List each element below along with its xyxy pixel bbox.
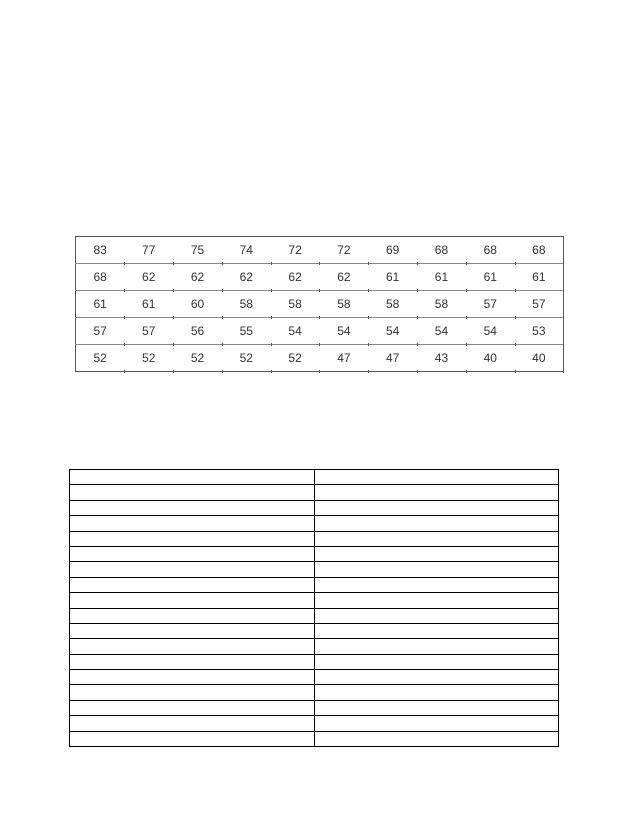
tally-row (70, 623, 559, 638)
tally-cell-right (314, 516, 559, 531)
tally-cell-right (314, 623, 559, 638)
score-cell: 52 (222, 345, 271, 372)
scores-table-body (76, 237, 564, 372)
tally-cell-right (314, 531, 559, 546)
tally-cell-left (70, 470, 315, 485)
score-cell: 74 (222, 237, 271, 264)
score-cell: 40 (515, 345, 564, 372)
score-cell: 58 (271, 291, 320, 318)
tally-cell-right (314, 593, 559, 608)
tally-cell-right (314, 546, 559, 561)
tally-cell-left (70, 485, 315, 500)
score-cell: 68 (515, 237, 564, 264)
score-cell: 55 (222, 318, 271, 345)
score-cell: 62 (222, 264, 271, 291)
tally-row (70, 485, 559, 500)
score-cell: 68 (417, 237, 466, 264)
tally-cell-right (314, 700, 559, 715)
tally-cell-left (70, 670, 315, 685)
score-cell: 61 (76, 291, 125, 318)
blank-tally-table (69, 469, 559, 747)
score-cell: 62 (124, 264, 173, 291)
score-cell: 56 (173, 318, 222, 345)
tally-row (70, 670, 559, 685)
score-cell: 53 (515, 318, 564, 345)
tally-cell-left (70, 516, 315, 531)
score-cell: 61 (124, 291, 173, 318)
tally-cell-right (314, 608, 559, 623)
tally-row (70, 546, 559, 561)
tally-cell-left (70, 731, 315, 746)
score-cell: 75 (173, 237, 222, 264)
scores-row (76, 318, 564, 345)
score-cell: 47 (319, 345, 368, 372)
score-cell: 57 (124, 318, 173, 345)
tally-cell-right (314, 500, 559, 515)
scores-row (76, 237, 564, 264)
score-cell: 58 (417, 291, 466, 318)
tally-cell-left (70, 716, 315, 731)
tally-row (70, 531, 559, 546)
tally-cell-right (314, 485, 559, 500)
score-cell: 58 (222, 291, 271, 318)
score-cell: 47 (368, 345, 417, 372)
score-cell: 69 (368, 237, 417, 264)
score-cell: 68 (76, 264, 125, 291)
tally-row (70, 685, 559, 700)
score-cell: 43 (417, 345, 466, 372)
tally-row (70, 608, 559, 623)
tally-row (70, 516, 559, 531)
tally-row (70, 500, 559, 515)
score-cell: 62 (319, 264, 368, 291)
score-cell: 52 (271, 345, 320, 372)
score-cell: 54 (271, 318, 320, 345)
score-cell: 57 (76, 318, 125, 345)
tally-cell-left (70, 562, 315, 577)
score-cell: 54 (417, 318, 466, 345)
score-cell: 72 (271, 237, 320, 264)
score-cell: 58 (319, 291, 368, 318)
tally-row (70, 731, 559, 746)
score-cell: 54 (319, 318, 368, 345)
tally-row (70, 593, 559, 608)
score-cell: 62 (173, 264, 222, 291)
tally-cell-right (314, 654, 559, 669)
tally-cell-right (314, 470, 559, 485)
scores-row (76, 291, 564, 318)
score-cell: 52 (76, 345, 125, 372)
score-cell: 61 (515, 264, 564, 291)
tally-cell-left (70, 546, 315, 561)
score-cell: 52 (173, 345, 222, 372)
score-cell: 57 (515, 291, 564, 318)
tally-cell-right (314, 639, 559, 654)
score-cell: 83 (76, 237, 125, 264)
score-cell: 62 (271, 264, 320, 291)
score-cell: 61 (466, 264, 515, 291)
tally-cell-right (314, 562, 559, 577)
tally-cell-left (70, 700, 315, 715)
tally-row (70, 577, 559, 592)
tally-cell-left (70, 608, 315, 623)
tally-cell-left (70, 593, 315, 608)
scores-row (76, 264, 564, 291)
score-cell: 57 (466, 291, 515, 318)
tally-cell-left (70, 500, 315, 515)
tally-cell-right (314, 670, 559, 685)
score-cell: 60 (173, 291, 222, 318)
tally-row (70, 639, 559, 654)
score-cell: 54 (466, 318, 515, 345)
tally-row (70, 470, 559, 485)
tally-row (70, 700, 559, 715)
tally-cell-right (314, 685, 559, 700)
score-cell: 61 (417, 264, 466, 291)
score-cell: 68 (466, 237, 515, 264)
score-cell: 72 (319, 237, 368, 264)
score-cell: 58 (368, 291, 417, 318)
tally-table-body (70, 470, 559, 747)
scores-table (75, 236, 564, 372)
score-cell: 52 (124, 345, 173, 372)
tally-row (70, 654, 559, 669)
tally-cell-left (70, 531, 315, 546)
tally-cell-left (70, 577, 315, 592)
tally-cell-right (314, 577, 559, 592)
tally-cell-right (314, 716, 559, 731)
tally-cell-left (70, 639, 315, 654)
tally-cell-right (314, 731, 559, 746)
tally-cell-left (70, 623, 315, 638)
score-cell: 61 (368, 264, 417, 291)
tally-cell-left (70, 654, 315, 669)
score-cell: 77 (124, 237, 173, 264)
tally-cell-left (70, 685, 315, 700)
score-cell: 40 (466, 345, 515, 372)
tally-row (70, 562, 559, 577)
tally-row (70, 716, 559, 731)
score-cell: 54 (368, 318, 417, 345)
scores-row (76, 345, 564, 372)
